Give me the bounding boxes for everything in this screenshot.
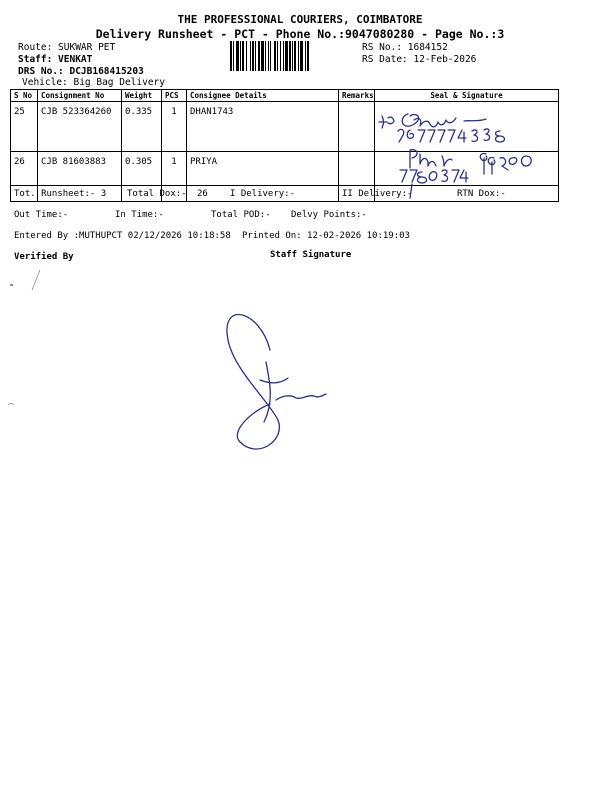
barcode-bar (258, 41, 260, 71)
col-header-consignment: Consignment No (38, 90, 122, 102)
company-title: THE PROFESSIONAL COURIERS, COIMBATORE (177, 13, 423, 26)
total-dox-label: Total Dox:- (127, 189, 187, 199)
barcode-bar (240, 41, 241, 71)
col-header-signature: Seal & Signature (375, 90, 559, 102)
barcode-bar (289, 41, 291, 71)
barcode-bar (298, 41, 299, 71)
in-time: In Time:- (115, 210, 164, 220)
summary-divider (10, 185, 558, 186)
i-delivery: I Delivery:- (230, 189, 296, 199)
barcode-bar (246, 41, 247, 71)
staff-label: Staff: VENKAT (18, 54, 93, 65)
barcode-bar (233, 41, 234, 71)
barcode (230, 41, 356, 71)
cell-consignment: CJB 523364260 (38, 102, 122, 152)
barcode-bar (285, 41, 288, 71)
cell-remarks (339, 102, 375, 152)
col-header-consignee: Consignee Details (187, 90, 339, 102)
col-header-weight: Weight (122, 90, 162, 102)
barcode-bar (270, 41, 271, 71)
out-time: Out Time:- (14, 210, 69, 220)
table-row (11, 102, 559, 152)
rs-number: RS No.: 1684152 (362, 42, 448, 53)
scan-marks (8, 270, 40, 405)
verified-by-label: Verified By (14, 252, 74, 262)
cell-sno: 26 (11, 152, 38, 202)
col-header-sno: S No (11, 90, 38, 102)
cell-consignee: DHAN1743 (187, 102, 339, 152)
barcode-bar (283, 41, 284, 71)
barcode-bar (252, 41, 254, 71)
barcode-bar (268, 41, 269, 71)
ii-delivery: II Delivery:- (342, 189, 413, 199)
cell-signature (375, 102, 559, 152)
barcode-bar (277, 41, 278, 71)
entered-by: Entered By :MUTHUPCT 02/12/2026 10:18:58 (14, 231, 231, 241)
barcode-bar (255, 41, 256, 71)
rtn-dox: RTN Dox:- (457, 189, 506, 199)
route-label: Route: SUKWAR PET (18, 42, 116, 53)
staff-signature-label: Staff Signature (270, 250, 352, 260)
cell-pcs: 1 (162, 102, 187, 152)
total-pod: Total POD:- (211, 210, 271, 220)
barcode-bar (230, 41, 232, 71)
barcode-bar (305, 41, 306, 71)
cell-sno: 25 (11, 102, 38, 152)
barcode-bar (236, 41, 239, 71)
barcode-bar (250, 41, 251, 71)
barcode-bar (265, 41, 266, 71)
drs-number: DRS No.: DCJB168415203 (18, 66, 144, 77)
printed-on: Printed On: 12-02-2026 10:19:03 (242, 231, 410, 241)
cell-weight: 0.305 (122, 152, 162, 202)
barcode-bar (280, 41, 281, 71)
col-header-pcs: PCS (162, 90, 187, 102)
cell-pcs: 1 (162, 152, 187, 202)
barcode-bar (300, 41, 303, 71)
staff-signature-scrawl (227, 315, 326, 449)
cell-weight: 0.335 (122, 102, 162, 152)
barcode-bar (292, 41, 293, 71)
barcode-bar (242, 41, 244, 71)
delvy-points: Delvy Points:- (291, 210, 367, 220)
barcode-bar (274, 41, 276, 71)
total-dox-value: 26 (197, 189, 208, 199)
vehicle-label: Vehicle: Big Bag Delivery (22, 77, 165, 88)
rs-date: RS Date: 12-Feb-2026 (362, 54, 477, 65)
cell-consignment: CJB 81603883 (38, 152, 122, 202)
table-header-row (11, 90, 559, 102)
barcode-bar (294, 41, 296, 71)
barcode-bar (261, 41, 264, 71)
tot-runsheet: Tot. Runsheet:- 3 (14, 189, 107, 199)
barcode-bar (307, 41, 309, 71)
cell-consignee: PRIYA (187, 152, 339, 202)
runsheet-subtitle: Delivery Runsheet - PCT - Phone No.:9047080280 - Page No.:3 (95, 27, 505, 41)
col-header-remarks: Remarks (339, 90, 375, 102)
